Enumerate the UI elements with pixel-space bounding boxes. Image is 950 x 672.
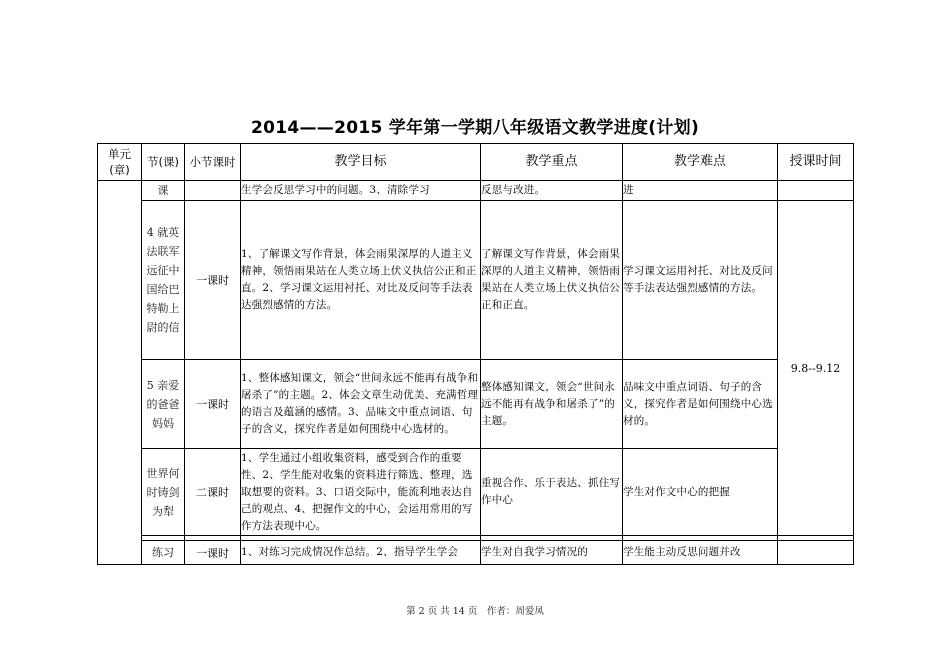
difficulty-cell: 学生能主动反思问题并改: [623, 541, 778, 565]
section-cell: 4 就英法联军远征中国给巴特勒上尉的信: [142, 201, 185, 360]
table-row: [98, 541, 854, 565]
goal-cell: 1、学生通过小组收集资料，感受到合作的重要性、2、学生能对收集的资料进行筛选、整理，选取想要的资料。3、口语交际中，能流利地表达自己的观点、4、把握作文的中心，会运用常用的写作方法表现中心。: [241, 449, 481, 536]
difficulty-cell: 进: [623, 181, 778, 201]
header-hours: 小节课时: [185, 144, 241, 181]
key-cell: 反思与改进。: [481, 181, 623, 201]
goal-cell: 1、了解课文写作背景，体会雨果深厚的人道主义精神，领悟雨果站在人类立场上伏义执信公正和正直。2、学习课文运用衬托、对比及反问等手法表达强烈感情的方法。: [241, 201, 481, 360]
table-row: [98, 360, 854, 449]
hours-cell: 一课时: [185, 201, 241, 360]
goal-cell: 生学会反思学习中的问题。3、清除学习: [241, 181, 481, 201]
difficulty-cell: 学习课文运用衬托、对比及反问等手法表达强烈感情的方法。: [623, 201, 778, 360]
time-cell-empty: [778, 181, 854, 201]
hours-cell: 一课时: [185, 541, 241, 565]
time-cell: 9.8--9.12: [778, 201, 854, 536]
header-goal: 教学目标: [241, 144, 481, 181]
section-cell: 课: [142, 181, 185, 201]
key-cell: 整体感知课文，领会“世间永远不能再有战争和屠杀了”的主题。: [481, 360, 623, 449]
hours-cell: [185, 181, 241, 201]
teaching-plan-table: [97, 143, 854, 565]
table-row: [98, 449, 854, 536]
unit-cell: [98, 181, 142, 565]
table-row: [98, 201, 854, 360]
difficulty-cell: 学生对作文中心的把握: [623, 449, 778, 536]
hours-cell: 二课时: [185, 449, 241, 536]
section-cell: 世界何时铸剑为犁: [142, 449, 185, 536]
section-cell: 5 亲爱的爸爸妈妈: [142, 360, 185, 449]
page-title: 2014——2015 学年第一学期八年级语文教学进度(计划): [250, 118, 700, 138]
header-row: [98, 144, 854, 181]
header-key: 教学重点: [481, 144, 623, 181]
header-time: 授课时间: [778, 144, 854, 181]
goal-cell: 1、对练习完成情况作总结。2、指导学生学会: [241, 541, 481, 565]
table-row: [98, 181, 854, 201]
page-footer: 第 2 页 共 14 页 作者：周爱凤: [406, 606, 544, 617]
header-unit: 单元(章): [98, 144, 142, 181]
header-difficulty: 教学难点: [623, 144, 778, 181]
key-cell: 了解课文写作背景，体会雨果深厚的人道主义精神，领悟雨果站在人类立场上伏义执信公正和正直。: [481, 201, 623, 360]
section-cell: 练习: [142, 541, 185, 565]
key-cell: 重视合作、乐于表达、抓住写作中心: [481, 449, 623, 536]
difficulty-cell: 品味文中重点词语、句子的含义，探究作者是如何围绕中心选材的。: [623, 360, 778, 449]
header-section: 节(课): [142, 144, 185, 181]
hours-cell: 一课时: [185, 360, 241, 449]
goal-cell: 1、整体感知课文，领会“世间永远不能再有战争和屠杀了”的主题。2、体会文章生动优美、充满哲理的语言及蕴涵的感情。3、品味文中重点词语、句子的含义，探究作者是如何围绕中心选材的。: [241, 360, 481, 449]
time-cell-empty: [778, 541, 854, 565]
key-cell: 学生对自我学习情况的: [481, 541, 623, 565]
